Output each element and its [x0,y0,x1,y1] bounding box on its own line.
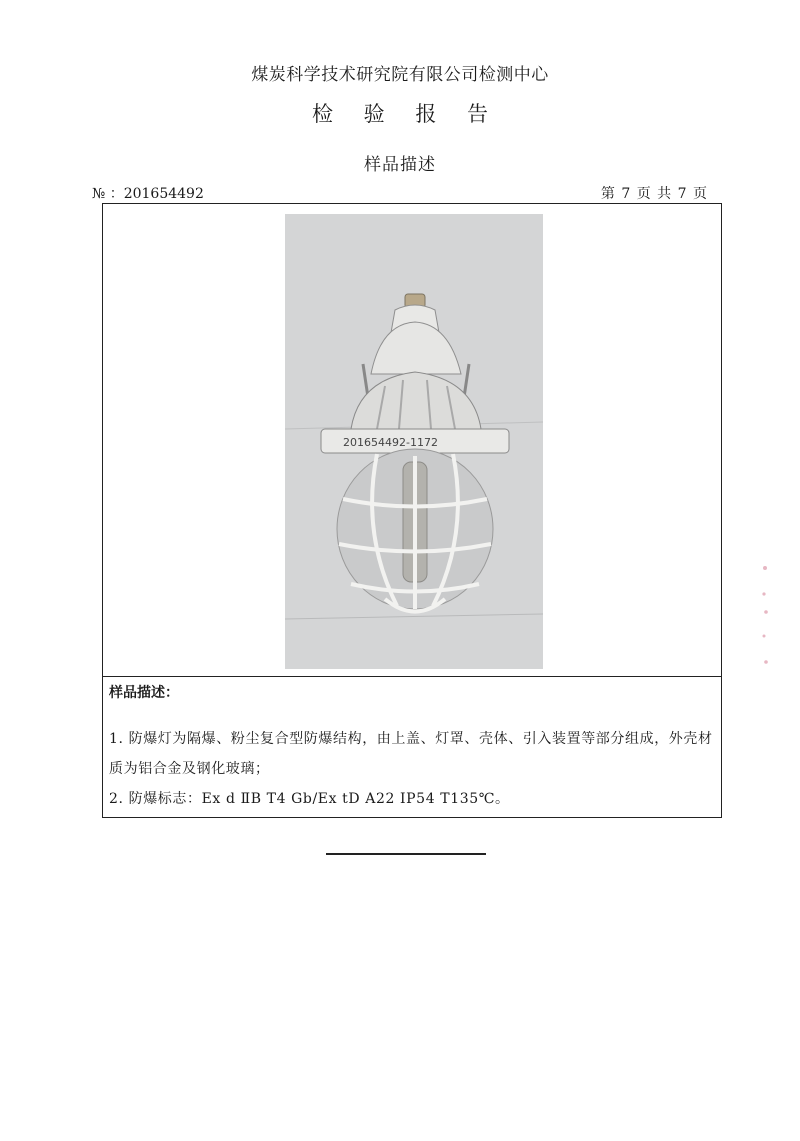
seal-edge-mark [758,560,772,680]
sample-photo [285,214,543,669]
sample-label-text: 201654492-1172 [343,436,438,449]
report-number: № ：201654492 [92,186,204,202]
section-title: 样品描述 [364,155,436,175]
description-heading: 样品描述： [109,685,179,701]
end-of-report-line [326,853,486,855]
organization-name: 煤炭科学技术研究院有限公司检测中心 [251,65,549,85]
section-divider [103,676,721,677]
description-line-2: 2. 防爆标志：Ex d ⅡB T4 Gb/Ex tD A22 IP54 T135℃。 [109,791,510,807]
description-line-1: 1. 防爆灯为隔爆、粉尘复合型防爆结构，由上盖、灯罩、壳体、引入装置等部分组成，外壳材质为铝合金及钢化玻璃； [109,731,713,777]
page-number: 第 7 页 共 7 页 [600,186,708,202]
lamp-image [285,214,543,669]
report-title: 检 验 报 告 [311,102,501,126]
description-body [109,724,713,814]
sample-table [102,203,722,818]
